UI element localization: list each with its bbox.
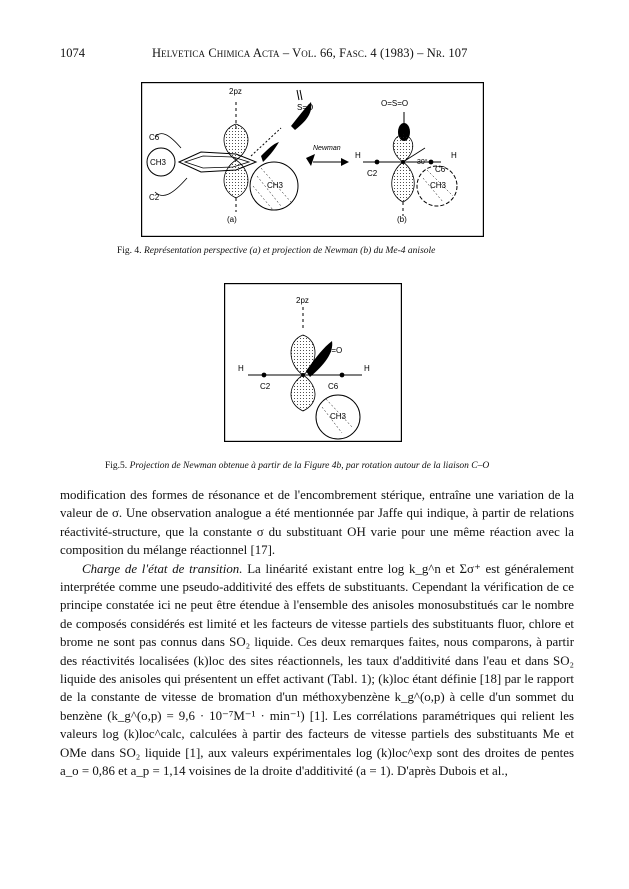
panel-b-drawing: [363, 112, 457, 216]
running-head: Helvetica Chimica Acta – Vol. 66, Fasc. 4 (1983) – Nr. 107: [152, 46, 468, 60]
paragraph-2-text: La linéarité existant entre log k_g^n et Σσ⁺ est généralement interprétée comme une pseudo-additivité des effets de substituants. Cependant la vérification de ce principe constatée ici ne peut être étendue à l'ensemble des anisoles monosubstitués car le nombre de composés considérés est limité et les facteurs de vitesse partiels des substituants fluor, chlore et brome ne sont pas connus dans SO₂ liquide. Ces deux remarques faites, nous comparons, à partir des réactivités localisées (k)loc des sites réactionnels, les taux d'additivité dans l'eau et dans SO₂ liquide des anisoles qui présentent un effet activant (Tabl. 1); (k)loc étant définie [18] par le rapport de la constante de vitesse de bromation d'un méthoxybenzène k_g^(o,p) à celle d'un sommet du benzène (k_g^(o,p) = 9,6 · 10⁻⁷M⁻¹ · min⁻¹) [1]. Les corrélations paramétriques qui relient les valeurs log (k)loc^calc, calculées à partir des facteurs de vitesse partiels des substituants Me et OMe dans SO₂ liquide [1], aux valeurs expérimentales log (k)loc^exp sont des droites de pentes a_o = 0,86 et a_p = 1,14 voisines de la droite d'additivité (a = 1). D'après Dubois et al.,: [60, 561, 574, 779]
fig4-newman-label: Newman: [313, 145, 341, 152]
figure-4-caption-prefix: Fig. 4.: [117, 246, 142, 256]
figure-5-caption: [105, 461, 489, 471]
fig4-ch3-right-label: CH3: [430, 181, 447, 190]
fig4-so-left-label: S=O: [297, 103, 314, 112]
figure-5-caption-prefix: Fig.5.: [105, 461, 128, 471]
paragraph-2: [60, 560, 574, 781]
fig4-c6-left-label: C6: [149, 133, 160, 142]
fig4-orbital-label: 2pz: [229, 87, 242, 96]
fig4-c6-right-label: C6: [435, 165, 446, 174]
fig5-c6-label: C6: [328, 382, 339, 391]
page-header: [60, 46, 575, 62]
fig5-c2-label: C2: [260, 382, 271, 391]
fig4-ch3-left-label: CH3: [150, 158, 167, 167]
figure-4-caption: [117, 246, 435, 256]
fig5-ch3-label: CH3: [330, 412, 347, 421]
paragraph-2-title: Charge de l'état de transition.: [82, 561, 243, 576]
figure-5: [224, 283, 402, 442]
figure-5-caption-body: Projection de Newman obtenue à partir de la Figure 4b, par rotation autour de la liaison C–O: [129, 461, 490, 471]
fig5-so-label: S=O: [326, 346, 343, 355]
body-text: [60, 486, 574, 781]
paragraph-1: modification des formes de résonance et de l'encombrement stérique, entraîne une variation de la valeur de σ. Une observation analogue a été mentionnée par Jaffe qui indique, à partir de relations réactivité-structure, que la constante σ du substituant OH varie pour une même réaction avec la composition du mélange réactionnel [17].: [60, 488, 574, 558]
figure-4: [141, 82, 484, 237]
fig5-orbital-label: 2pz: [296, 296, 309, 305]
fig4-c2-left-label: C2: [149, 193, 160, 202]
figure-5-drawing: [224, 283, 402, 442]
fig4-c2-right-label: C2: [367, 169, 378, 178]
fig4-panel-a-label: (a): [227, 215, 237, 224]
fig4-panel-b-label: (b): [397, 215, 407, 224]
fig4-h-right-label: H: [451, 151, 457, 160]
fig5-h-right-label: H: [364, 364, 370, 373]
fig4-ch3-mid-label: CH3: [267, 181, 284, 190]
fig4-h-left-label: H: [355, 151, 361, 160]
fig5-h-left-label: H: [238, 364, 244, 373]
fig4-so-right-label: O=S=O: [381, 99, 409, 108]
page-number: 1074: [60, 46, 85, 60]
fig4-angle-label: 30°: [417, 159, 428, 166]
figure-4-caption-body: Représentation perspective (a) et projection de Newman (b) du Me-4 anisole: [143, 246, 436, 256]
figure-4-drawing: [141, 82, 484, 237]
